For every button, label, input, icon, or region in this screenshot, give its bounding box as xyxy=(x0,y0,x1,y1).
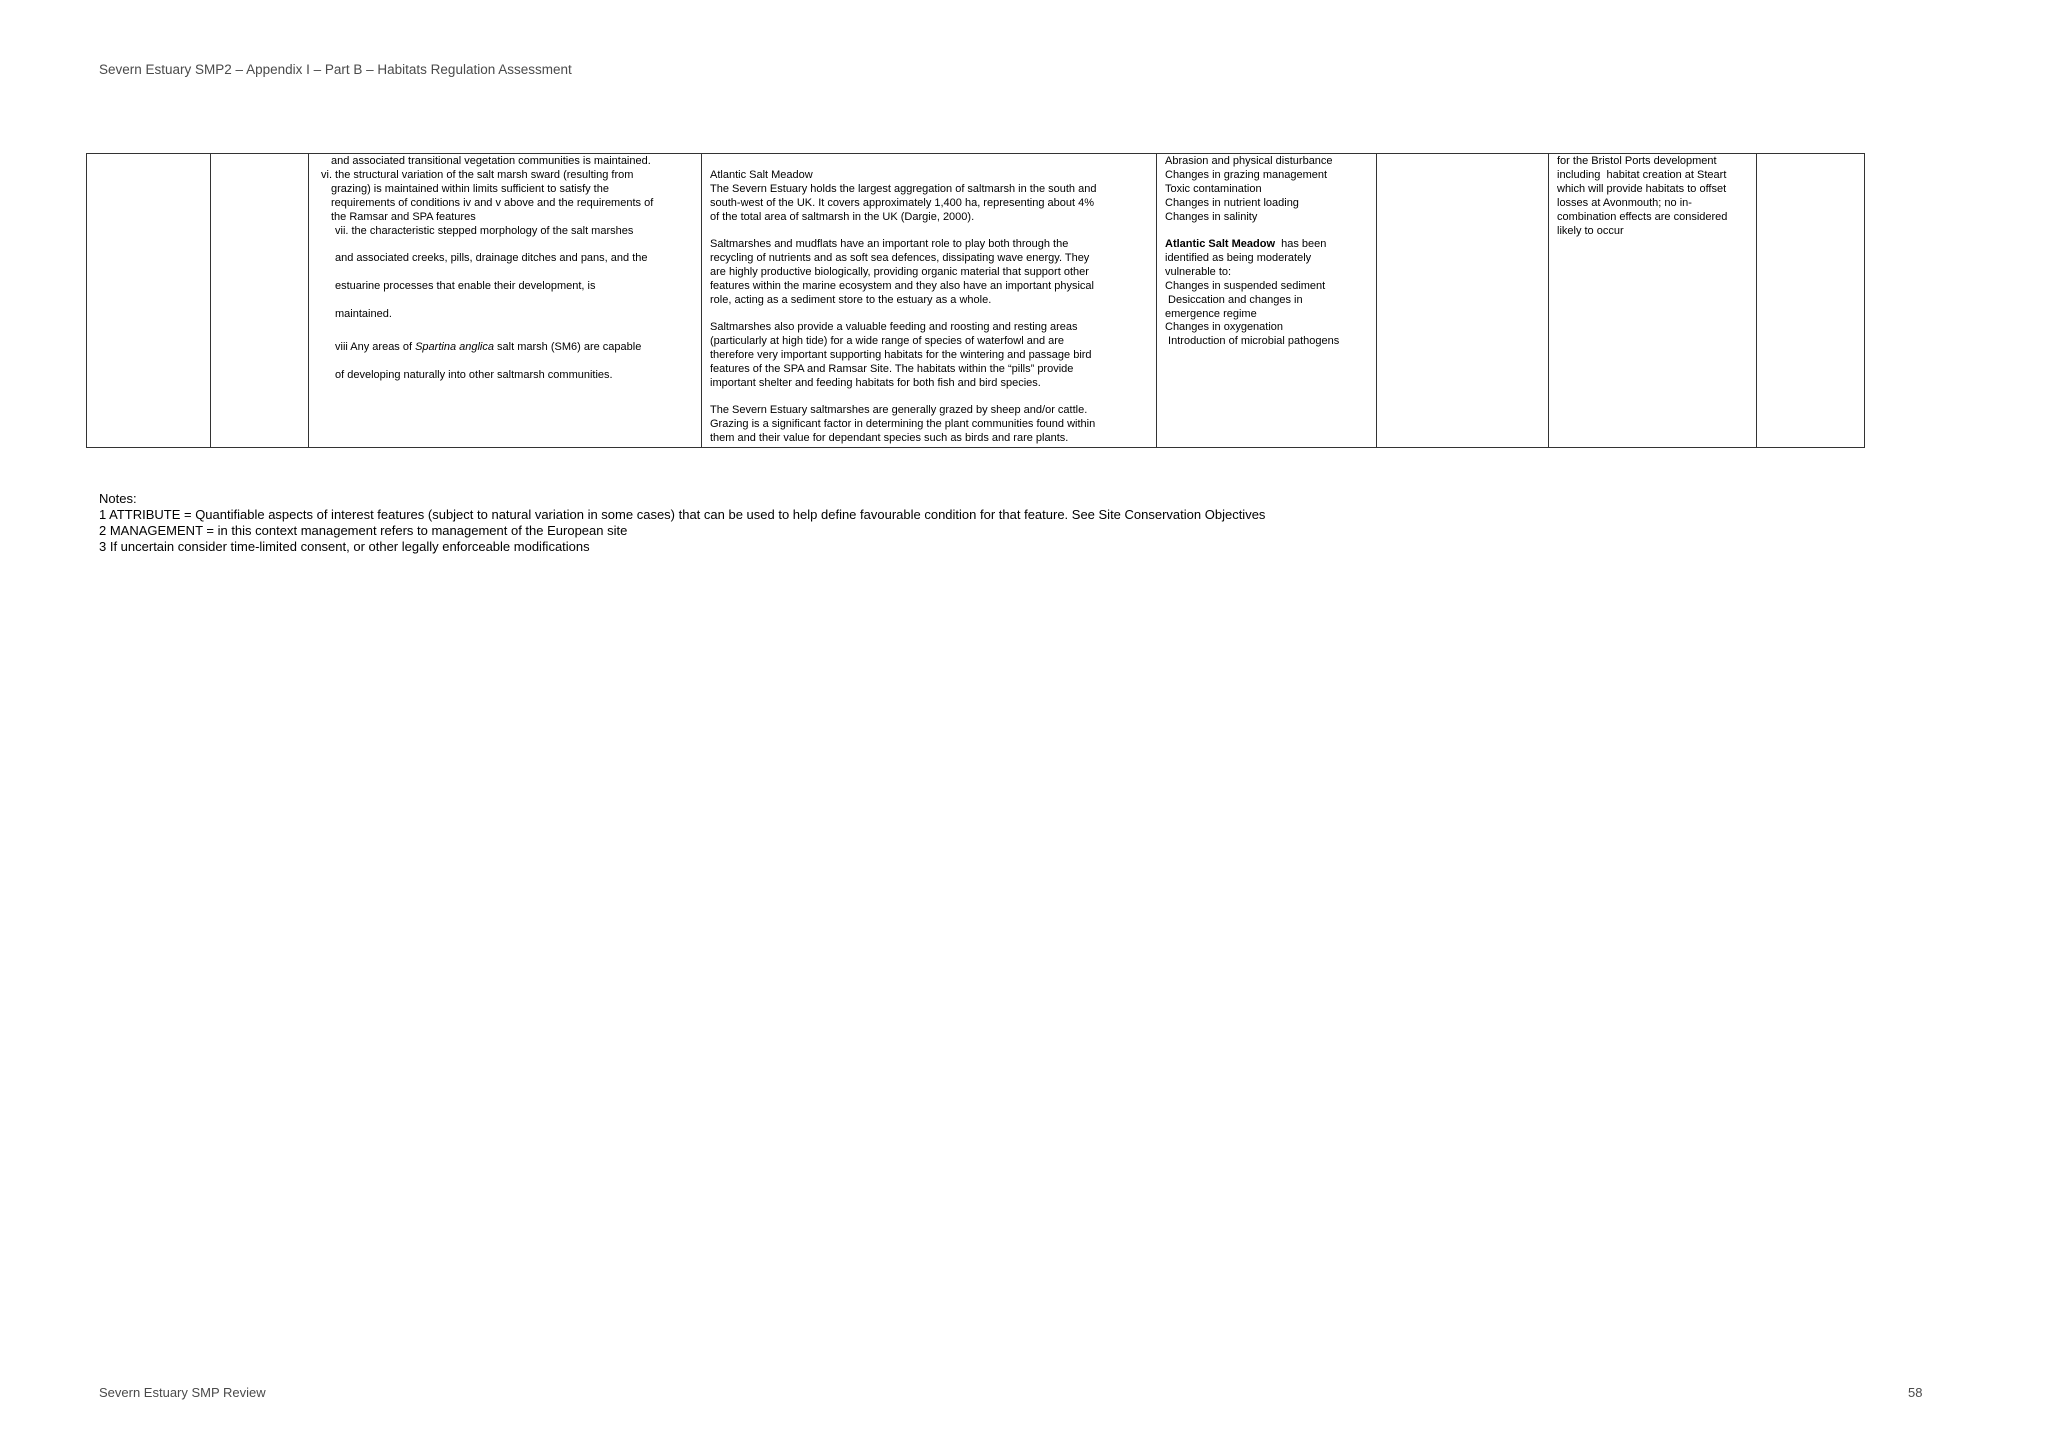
description-line: features within the marine ecosystem and they also have an important physical xyxy=(710,279,1094,292)
description-line: role, acting as a sediment store to the estuary as a whole. xyxy=(710,293,992,306)
note-consent: 3 If uncertain consider time-limited consent, or other legally enforceable modifications xyxy=(99,539,590,554)
footer-title: Severn Estuary SMP Review xyxy=(99,1385,266,1400)
attr-line-spartina: viii Any areas of Spartina anglica salt marsh (SM6) are capable xyxy=(335,341,642,354)
attr-line: vii. the characteristic stepped morphology of the salt marshes xyxy=(335,224,634,237)
assessment-table xyxy=(86,153,1865,448)
vulnerability-item: Changes in oxygenation xyxy=(1165,321,1284,334)
vulnerability-item: Changes in nutrient loading xyxy=(1165,196,1299,209)
attr-line: estuarine processes that enable their development, is xyxy=(335,280,596,293)
vulnerability-item: Changes in salinity xyxy=(1165,210,1258,223)
notes-title: Notes: xyxy=(99,491,137,506)
attr-line: vi. the structural variation of the salt marsh sward (resulting from xyxy=(321,168,634,181)
vulnerability-item: Desiccation and changes in xyxy=(1165,293,1303,306)
cell-col2 xyxy=(211,154,309,448)
description-line: them and their value for dependant species such as birds and rare plants. xyxy=(710,432,1069,444)
vulnerability-item: Changes in suspended sediment xyxy=(1165,279,1326,292)
cell-attributes xyxy=(309,154,702,448)
page-header: Severn Estuary SMP2 – Appendix I – Part B – Habitats Regulation Assessment xyxy=(99,62,572,77)
description-line: The Severn Estuary saltmarshes are generally grazed by sheep and/or cattle. xyxy=(710,404,1088,417)
table-row xyxy=(87,154,1865,448)
description-line: Grazing is a significant factor in determining the plant communities found within xyxy=(710,418,1096,431)
description-line: The Severn Estuary holds the largest aggregation of saltmarsh in the south and xyxy=(710,182,1097,195)
combination-line: combination effects are considered xyxy=(1557,210,1728,223)
cell-col6 xyxy=(1377,154,1549,448)
combination-line: losses at Avonmouth; no in- xyxy=(1557,196,1692,209)
description-line: important shelter and feeding habitats for both fish and bird species. xyxy=(710,376,1041,389)
description-line: therefore very important supporting habitats for the wintering and passage bird xyxy=(710,348,1092,361)
note-management: 2 MANAGEMENT = in this context management refers to management of the European site xyxy=(99,523,628,538)
cell-col8 xyxy=(1757,154,1865,448)
combination-line: which will provide habitats to offset xyxy=(1557,182,1727,195)
vulnerability-item: Changes in grazing management xyxy=(1165,168,1328,181)
page-number: 58 xyxy=(1908,1385,1923,1400)
attr-line: requirements of conditions iv and v above and the requirements of xyxy=(331,196,654,209)
attr-line: maintained. xyxy=(335,308,392,321)
attr-line: of developing naturally into other saltmarsh communities. xyxy=(335,369,613,382)
species-name: Spartina anglica xyxy=(415,341,494,354)
attr-line: the Ramsar and SPA features xyxy=(331,210,476,223)
cell-in-combination xyxy=(1549,154,1757,448)
vulnerability-item: vulnerable to: xyxy=(1165,265,1232,278)
vulnerability-item: Abrasion and physical disturbance xyxy=(1165,155,1333,167)
notes-section xyxy=(99,491,1265,555)
description-line: recycling of nutrients and as soft sea defences, dissipating wave energy. They xyxy=(710,252,1090,265)
cell-col1 xyxy=(87,154,211,448)
description-line: features of the SPA and Ramsar Site. The habitats within the “pills” provide xyxy=(710,362,1074,375)
description-line: of the total area of saltmarsh in the UK (Dargie, 2000). xyxy=(710,210,975,223)
description-line: Saltmarshes and mudflats have an important role to play both through the xyxy=(710,238,1069,251)
note-attribute: 1 ATTRIBUTE = Quantifiable aspects of interest features (subject to natural variation in some cases) that can be used to help define favourable condition for that feature. See Site Conservation Objectives xyxy=(99,507,1266,522)
description-line: are highly productive biologically, providing organic material that support other xyxy=(710,265,1089,278)
attr-line: and associated creeks, pills, drainage ditches and pans, and the xyxy=(335,252,648,265)
attr-line: grazing) is maintained within limits sufficient to satisfy the xyxy=(331,182,609,195)
vulnerability-item: Introduction of microbial pathogens xyxy=(1165,335,1340,348)
description-line: Saltmarshes also provide a valuable feeding and roosting and resting areas xyxy=(710,321,1078,334)
cell-vulnerability xyxy=(1157,154,1377,448)
combination-line: likely to occur xyxy=(1557,224,1624,237)
cell-description xyxy=(702,154,1157,448)
vulnerability-item: identified as being moderately xyxy=(1165,251,1312,264)
vulnerability-item: Toxic contamination xyxy=(1165,182,1262,195)
description-line: south-west of the UK. It covers approximately 1,400 ha, representing about 4% xyxy=(710,196,1094,209)
description-heading: Atlantic Salt Meadow xyxy=(710,169,813,181)
attr-line: and associated transitional vegetation communities is maintained. xyxy=(331,155,651,167)
combination-line: including habitat creation at Steart xyxy=(1557,168,1727,181)
description-line: (particularly at high tide) for a wide range of species of waterfowl and are xyxy=(710,335,1065,348)
vulnerability-item: emergence regime xyxy=(1165,307,1257,320)
vulnerability-heading: Atlantic Salt Meadow has been xyxy=(1165,238,1327,251)
combination-line: for the Bristol Ports development xyxy=(1557,155,1717,167)
